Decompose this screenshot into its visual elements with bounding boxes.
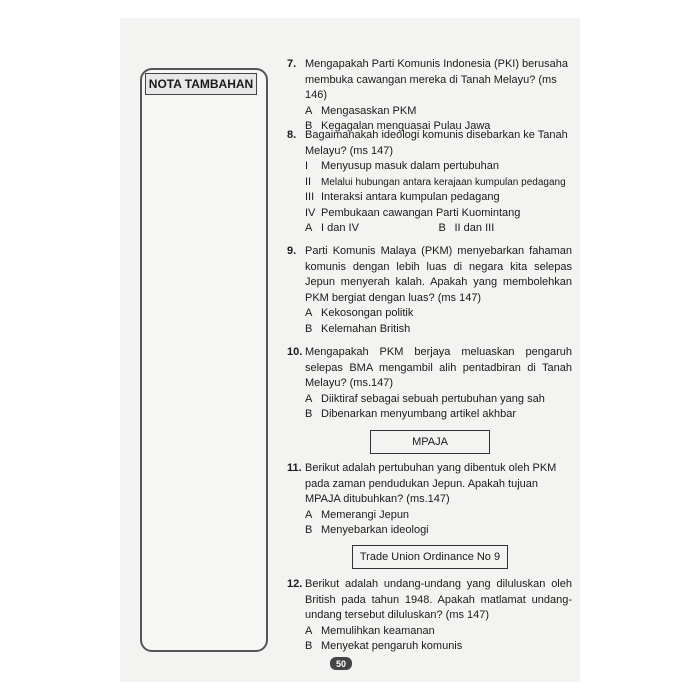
option-letter: B: [305, 408, 313, 420]
option-letter: B: [438, 222, 446, 234]
option-text: Kekosongan politik: [321, 307, 414, 319]
option-text: Dibenarkan menyumbang artikel akhbar: [321, 408, 517, 420]
question-number: 7.: [287, 58, 297, 70]
option: [287, 624, 572, 640]
option-letter: A: [305, 624, 313, 637]
statement-text: Pembukaan cawangan Parti Kuomintang: [321, 206, 521, 219]
statement-text: Melalui hubungan antara kerajaan kumpulan pedagang: [321, 176, 566, 188]
option-text: Menyekat pengaruh komunis: [321, 640, 463, 652]
answer-row: [287, 221, 572, 237]
question-7: [287, 57, 572, 135]
option: [287, 306, 572, 322]
question-text: Bagaimanakah ideologi komunis disebarkan ke Tanah Melayu? (ms 147): [305, 129, 568, 157]
statement-numeral: I: [305, 160, 309, 172]
nota-tambahan-label: NOTA TAMBAHAN: [145, 73, 257, 95]
statement-numeral: III: [305, 191, 315, 203]
option-text: Menyebarkan ideologi: [321, 524, 429, 536]
option: [287, 104, 572, 120]
option-text: Kegagalan menguasai Pulau Jawa: [321, 120, 491, 132]
question-11: [287, 461, 572, 539]
option-text: II dan III: [454, 222, 495, 234]
option-letter: B: [305, 640, 313, 652]
option-letter: B: [305, 322, 313, 335]
question-number: 9.: [287, 245, 297, 257]
statement-text: Interaksi antara kumpulan pedagang: [321, 191, 500, 203]
option-letter: A: [305, 222, 313, 234]
question-9: [287, 244, 572, 337]
option-text: Memerangi Jepun: [321, 508, 410, 521]
option-letter: A: [305, 307, 313, 319]
option: [287, 639, 572, 655]
statement: [287, 190, 572, 206]
statement: [287, 175, 572, 191]
trade-union-box: Trade Union Ordinance No 9: [352, 545, 508, 569]
question-text: Berikut adalah pertubuhan yang dibentuk oleh PKM pada zaman pendudukan Jepun. Apakah tujuan MPAJA ditubuhkan? (ms.147): [305, 462, 557, 505]
question-number: 10.: [287, 346, 303, 358]
option-text: I dan IV: [321, 222, 359, 234]
question-10: [287, 345, 572, 423]
option-text: Kelemahan British: [321, 322, 411, 335]
question-text: Mengapakah PKM berjaya meluaskan pengaruh selepas BMA mengambil alih pentadbiran di Tanah Melayu? (ms.147): [305, 346, 572, 389]
option-letter: B: [305, 120, 313, 132]
question-8: [287, 128, 572, 237]
question-text: Berikut adalah undang-undang yang diluluskan oleh British pada tahun 1948. Apakah matlamat undang-undang tersebut diluluskan? (ms 147): [305, 578, 572, 621]
statement: [287, 206, 572, 222]
option: [287, 508, 572, 524]
question-text: Mengapakah Parti Komunis Indonesia (PKI) berusaha membuka cawangan mereka di Tanah Melayu? (ms 146): [305, 58, 568, 101]
option: [287, 322, 572, 338]
option-letter: B: [305, 524, 313, 536]
question-number: 12.: [287, 578, 303, 590]
statement: [287, 159, 572, 175]
option-text: Mengasaskan PKM: [321, 104, 417, 117]
option: [287, 392, 572, 408]
sidebar-note-panel: [140, 68, 268, 652]
question-number: 8.: [287, 129, 297, 141]
option-letter: A: [305, 508, 313, 521]
statement-numeral: II: [305, 175, 312, 188]
statement-text: Menyusup masuk dalam pertubuhan: [321, 160, 499, 172]
option-text: Memulihkan keamanan: [321, 624, 435, 637]
question-number: 11.: [287, 462, 302, 474]
option: [287, 523, 572, 539]
option-text: Diiktiraf sebagai sebuah pertubuhan yang sah: [321, 392, 545, 405]
question-12: [287, 577, 572, 655]
page-number: 50: [330, 657, 352, 670]
option-letter: A: [305, 392, 313, 405]
mpaja-box: MPAJA: [370, 430, 490, 454]
statement-numeral: IV: [305, 206, 316, 219]
option: [287, 407, 572, 423]
question-text: Parti Komunis Malaya (PKM) menyebarkan fahaman komunis dengan lebih luas di negara kita selepas Jepun menyerah kalah. Apakah yang membolehkan PKM bergiat dengan luas? (ms 147): [305, 245, 572, 304]
option-letter: A: [305, 104, 313, 117]
